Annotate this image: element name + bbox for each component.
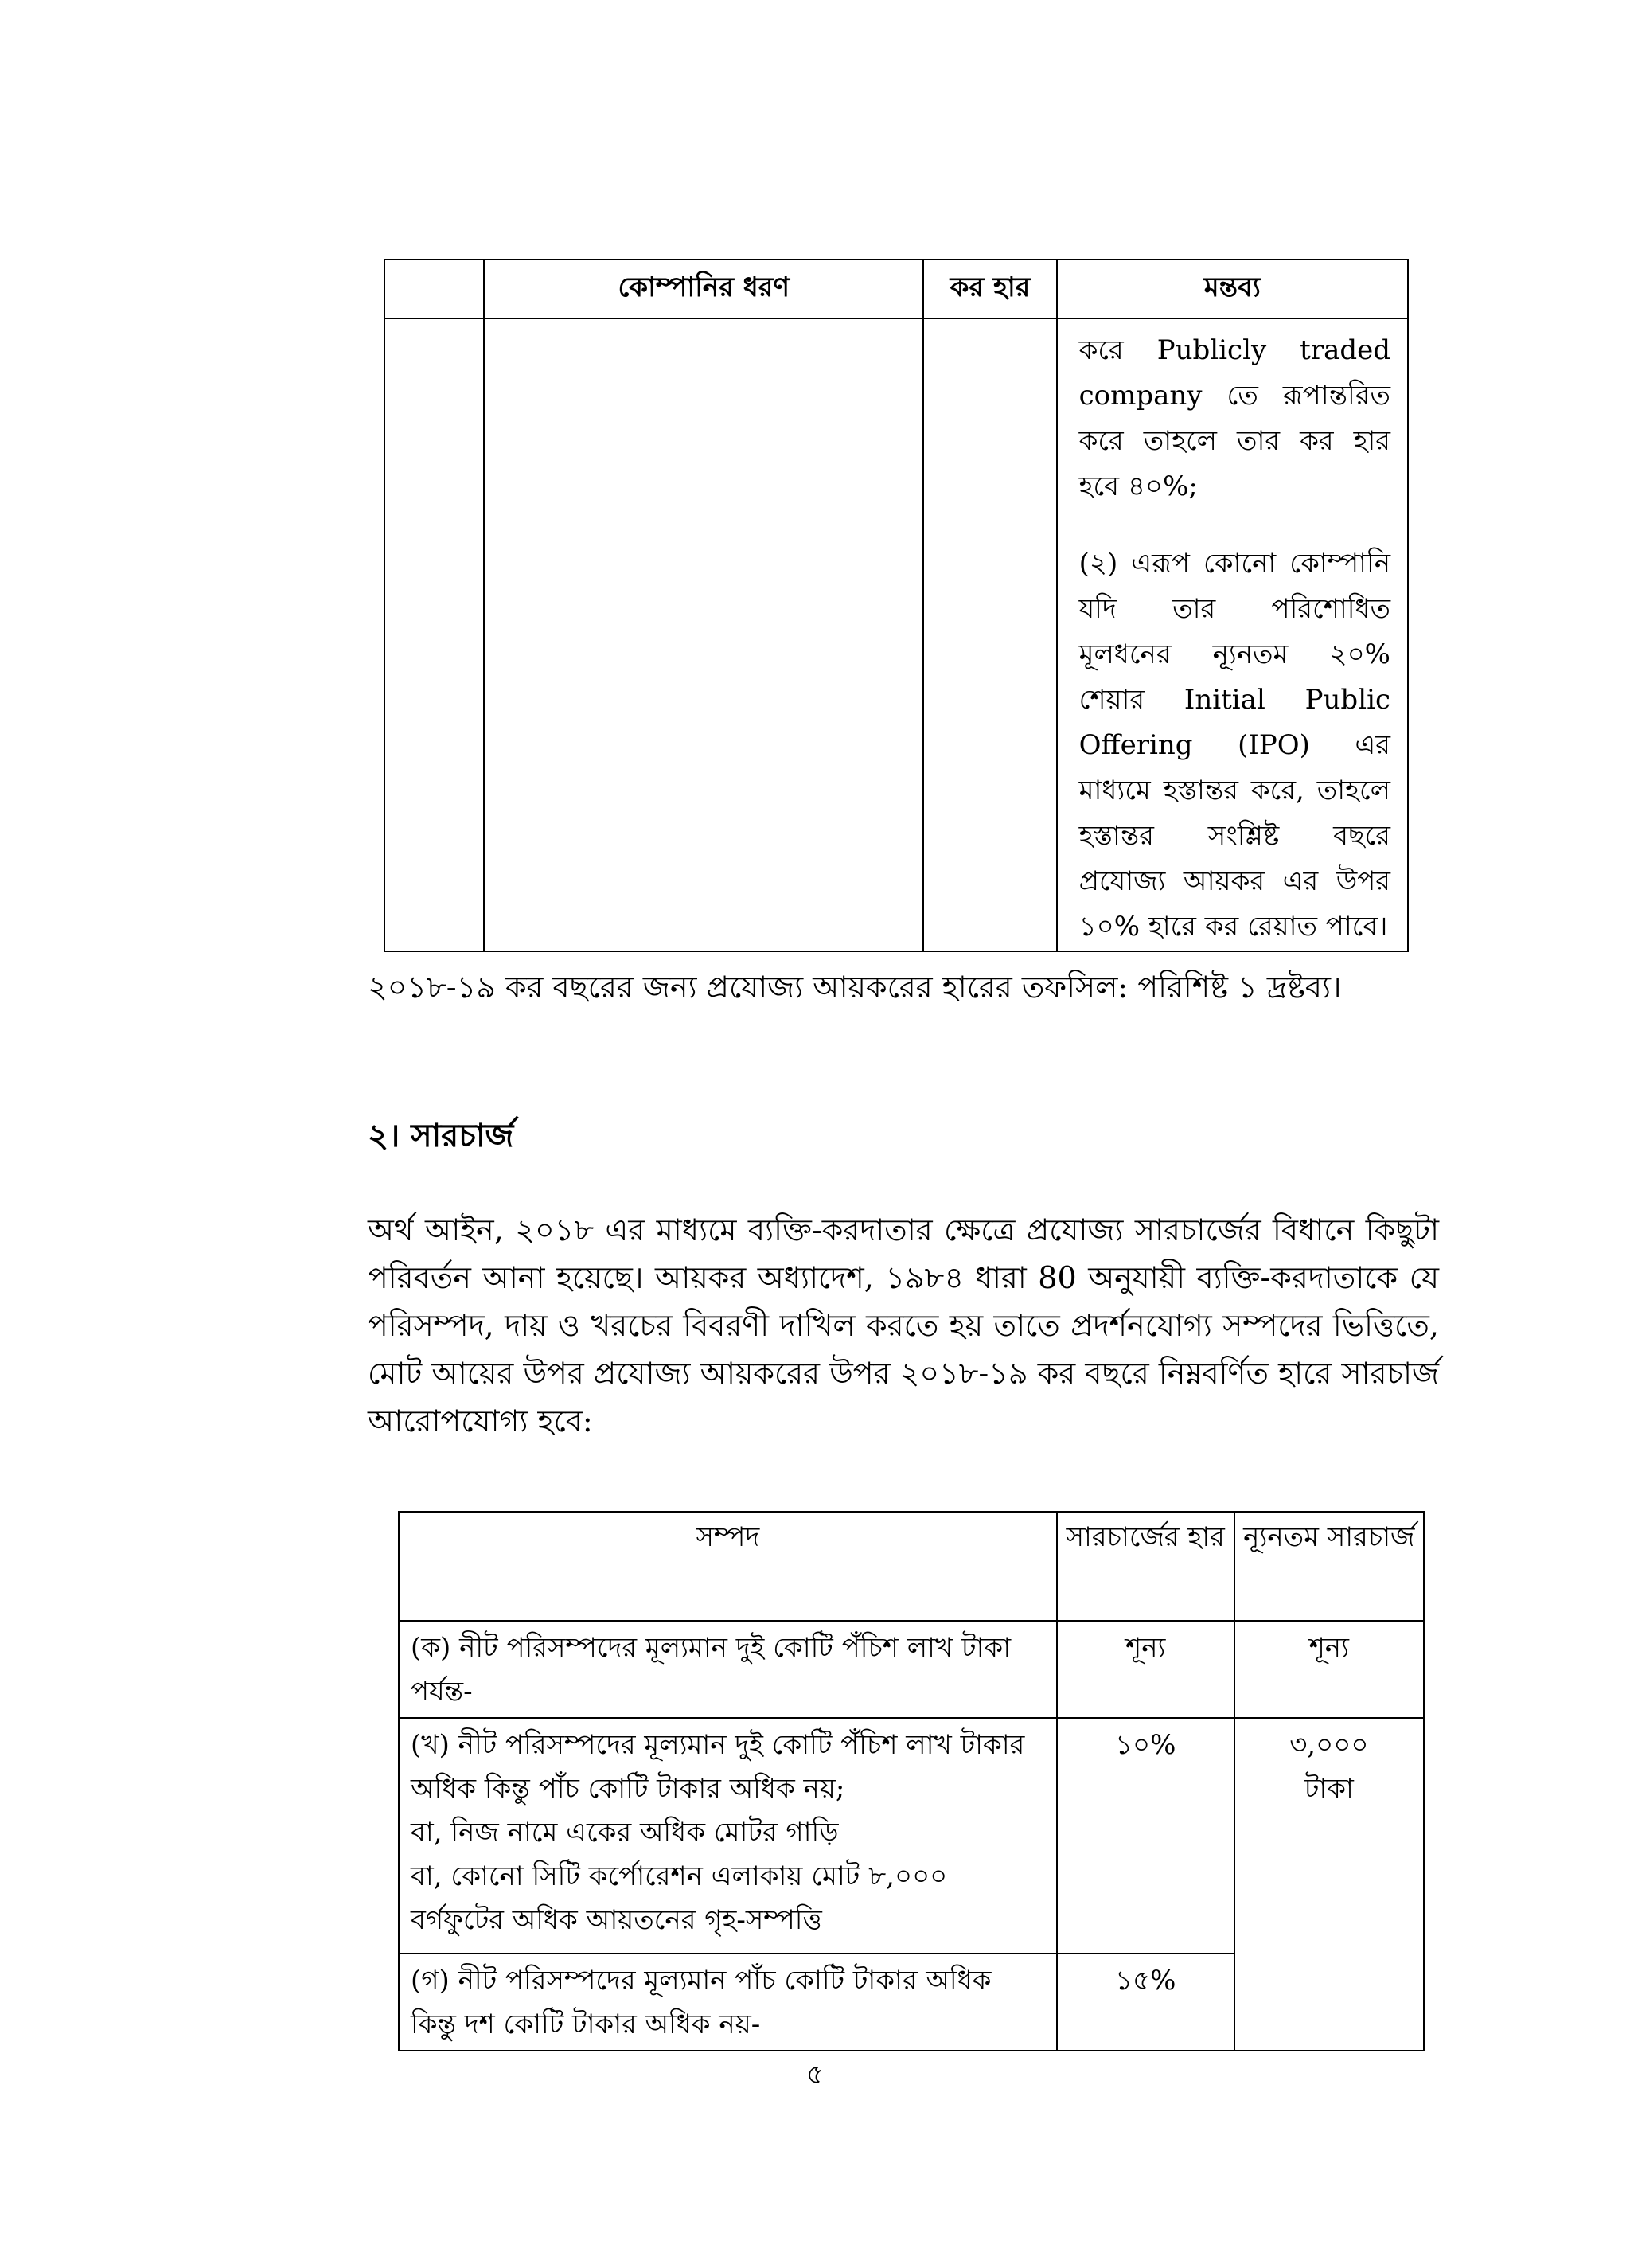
remark-text-1: করে Publicly traded company তে রূপান্তরিত করে তাহলে তার কর হার হবে ৪০%; (1078, 334, 1390, 502)
asset-line: বা, নিজ নামে একের অধিক মোটর গাড়ি (411, 1817, 839, 1848)
surcharge-table (398, 1511, 1425, 2051)
table-header-row (384, 260, 1408, 318)
cell-rate: শূন্য (1057, 1621, 1234, 1718)
cell-rate: ১৫% (1057, 1954, 1234, 2051)
cell-rate: ১০% (1057, 1718, 1234, 1954)
section-heading: ২। সারচার্জ (368, 1117, 514, 1154)
page-number: ৫ (805, 2059, 825, 2090)
col-header-tax-rate: কর হার (923, 260, 1056, 318)
table-header-row (399, 1512, 1424, 1621)
col-header-min-surcharge: ন্যূনতম সারচার্জ (1234, 1512, 1424, 1621)
cell-remarks (1057, 318, 1408, 951)
cell-asset: (গ) নীট পরিসম্পদের মূল্যমান পাঁচ কোটি টাকার অধিক কিন্তু দশ কোটি টাকার অধিক নয়- (399, 1954, 1057, 2051)
cell-asset (399, 1718, 1057, 1954)
col-header-company-type: কোম্পানির ধরণ (484, 260, 923, 318)
cell-minimum (1234, 1718, 1424, 2051)
minimum-value: ৩,০০০ টাকা (1289, 1729, 1369, 1805)
asset-line: (খ) নীট পরিসম্পদের মূল্যমান দুই কোটি পঁচিশ লাখ টাকার অধিক কিন্তু পাঁচ কোটি টাকার অধিক নয়; (411, 1729, 1025, 1805)
asset-line: বা, কোনো সিটি কর্পোরেশন এলাকায় মোট ৮,০০০ বর্গফুটের অধিক আয়তনের গৃহ-সম্পত্তি (411, 1860, 948, 1936)
body-paragraph: অর্থ আইন, ২০১৮ এর মাধ্যমে ব্যক্তি-করদাতার ক্ষেত্রে প্রযোজ্য সারচার্জের বিধানে কিছুটা পরিবর্তন আনা হয়েছে। আয়কর অধ্যাদেশ, ১৯৮৪ ধারা 80 অনুযায়ী ব্যক্তি-করদাতাকে যে পরিসম্পদ, দায় ও খরচের বিবরণী দাখিল করতে হয় তাতে প্রদর্শনযোগ্য সম্পদের ভিত্তিতে, মোট আয়ের উপর প্রযোজ্য আয়করের উপর ২০১৮-১৯ কর বছরে নিম্নবর্ণিত হারে সারচার্জ আরোপযোগ্য হবে: (368, 1212, 1439, 1438)
cell-tax-rate (923, 318, 1056, 951)
schedule-reference: ২০১৮-১৯ কর বছরের জন্য প্রযোজ্য আয়করের হারের তফসিল: পরিশিষ্ট ১ দ্রষ্টব্য। (368, 970, 1342, 1005)
col-header-serial (384, 260, 484, 318)
table-row (399, 1718, 1424, 1954)
remark-text-2: (২) এরূপ কোনো কোম্পানি যদি তার পরিশোধিত মূলধনের ন্যূনতম ২০% শেয়ার Initial Public Offering (IPO) এর মাধ্যমে হস্তান্তর করে, তাহলে হস্তান্তর সংশ্লিষ্ট বছরে প্রযোজ্য আয়কর এর উপর ১০% হারে কর রেয়াত পাবে। (1078, 548, 1390, 943)
table-row (384, 318, 1408, 951)
company-tax-table (384, 259, 1409, 952)
cell-company-type (484, 318, 923, 951)
table-row (399, 1621, 1424, 1718)
cell-asset: (ক) নীট পরিসম্পদের মূল্যমান দুই কোটি পঁচিশ লাখ টাকা পর্যন্ত- (399, 1621, 1057, 1718)
cell-minimum: শূন্য (1234, 1621, 1424, 1718)
col-header-remarks: মন্তব্য (1057, 260, 1408, 318)
cell-serial (384, 318, 484, 951)
col-header-asset: সম্পদ (399, 1512, 1057, 1621)
col-header-surcharge-rate: সারচার্জের হার (1057, 1512, 1234, 1621)
